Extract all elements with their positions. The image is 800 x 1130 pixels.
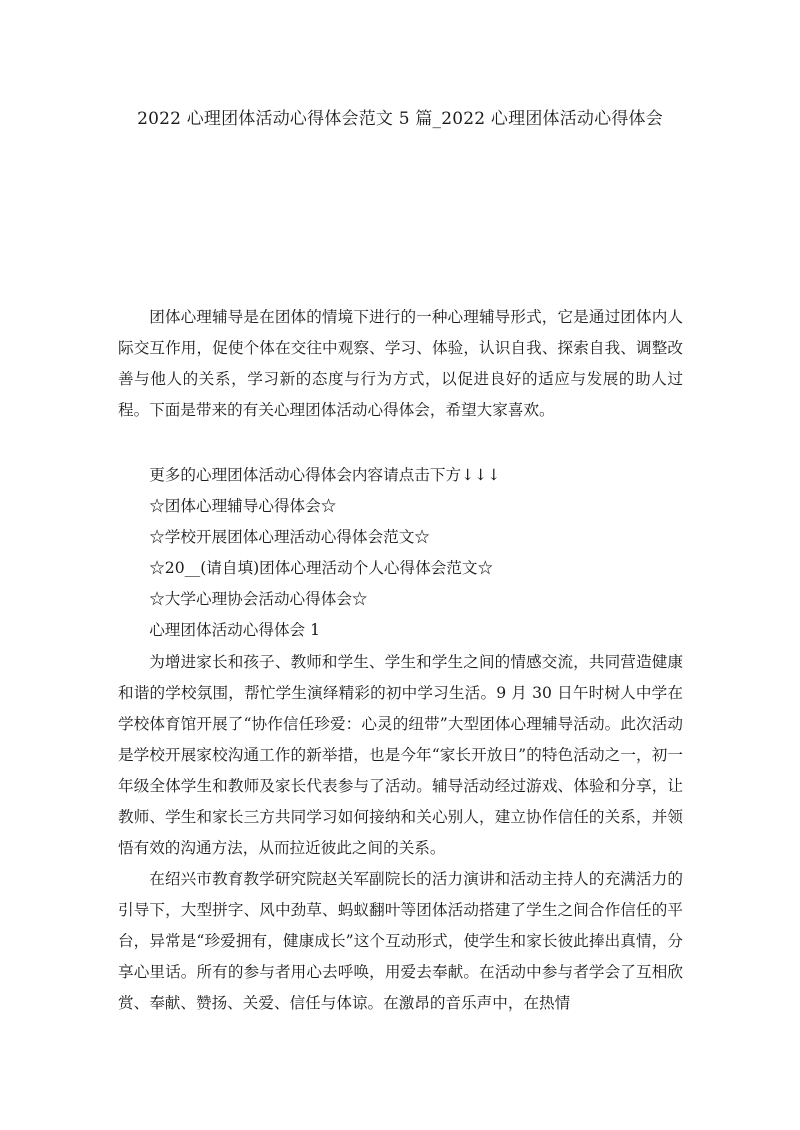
link-school-activity[interactable]: ☆学校开展团体心理活动心得体会范文☆ (149, 528, 430, 546)
intro-section (118, 302, 683, 426)
related-links-list (118, 460, 683, 646)
body-paragraph: 为增进家长和孩子、教师和学生、学生和学生之间的情感交流，共同营造健康和谐的学校氛围，帮忙学生演绎精彩的初中学习生活。9 月 30 日午时树人中学在学校体育馆开展了“协作信任珍爱：心灵的纽带”大型团体心理辅导活动。此次活动是学校开展家校沟通工作的新举措，也是今年“家长开放日”的特色活动之一，初一年级全体学生和教师及家长代表参与了活动。辅导活动经过游戏、体验和分享，让教师、学生和家长三方共同学习如何接纳和关心别人，建立协作信任的关系，并领悟有效的沟通方法，从而拉近彼此之间的关系。 (118, 653, 683, 857)
body-paragraph: 在绍兴市教育教学研究院赵关军副院长的活力演讲和活动主持人的充满活力的引导下，大型拼字、风中劲草、蚂蚁翻叶等团体活动搭建了学生之间合作信任的平台，异常是“珍爱拥有，健康成长”这个互动形式，使学生和家长彼此捧出真情，分享心里话。所有的参与者用心去呼唤，用爱去奉献。在活动中参与者学会了互相欣赏、奉献、赞扬、关爱、信任与体谅。在激昂的音乐声中，在热情 (118, 870, 683, 1012)
section-heading: 心理团体活动心得体会 1 (149, 621, 321, 639)
link-team-counseling[interactable]: ☆团体心理辅导心得体会☆ (149, 497, 337, 515)
more-content-prompt: 更多的心理团体活动心得体会内容请点击下方↓↓↓ (149, 466, 501, 484)
link-personal-experience[interactable]: ☆20__(请自填)团体心理活动个人心得体会范文☆ (149, 559, 494, 577)
document-title: 2022 心理团体活动心得体会范文 5 篇_2022 心理团体活动心得体会 (137, 109, 663, 129)
link-university-association[interactable]: ☆大学心理协会活动心得体会☆ (149, 590, 368, 608)
intro-paragraph: 团体心理辅导是在团体的情境下进行的一种心理辅导形式，它是通过团体内人际交互作用，促使个体在交往中观察、学习、体验，认识自我、探索自我、调整改善与他人的关系，学习新的态度与行为方式，以促进良好的适应与发展的助人过程。下面是带来的有关心理团体活动心得体会，希望大家喜欢。 (118, 308, 683, 419)
article-body (118, 647, 683, 1019)
